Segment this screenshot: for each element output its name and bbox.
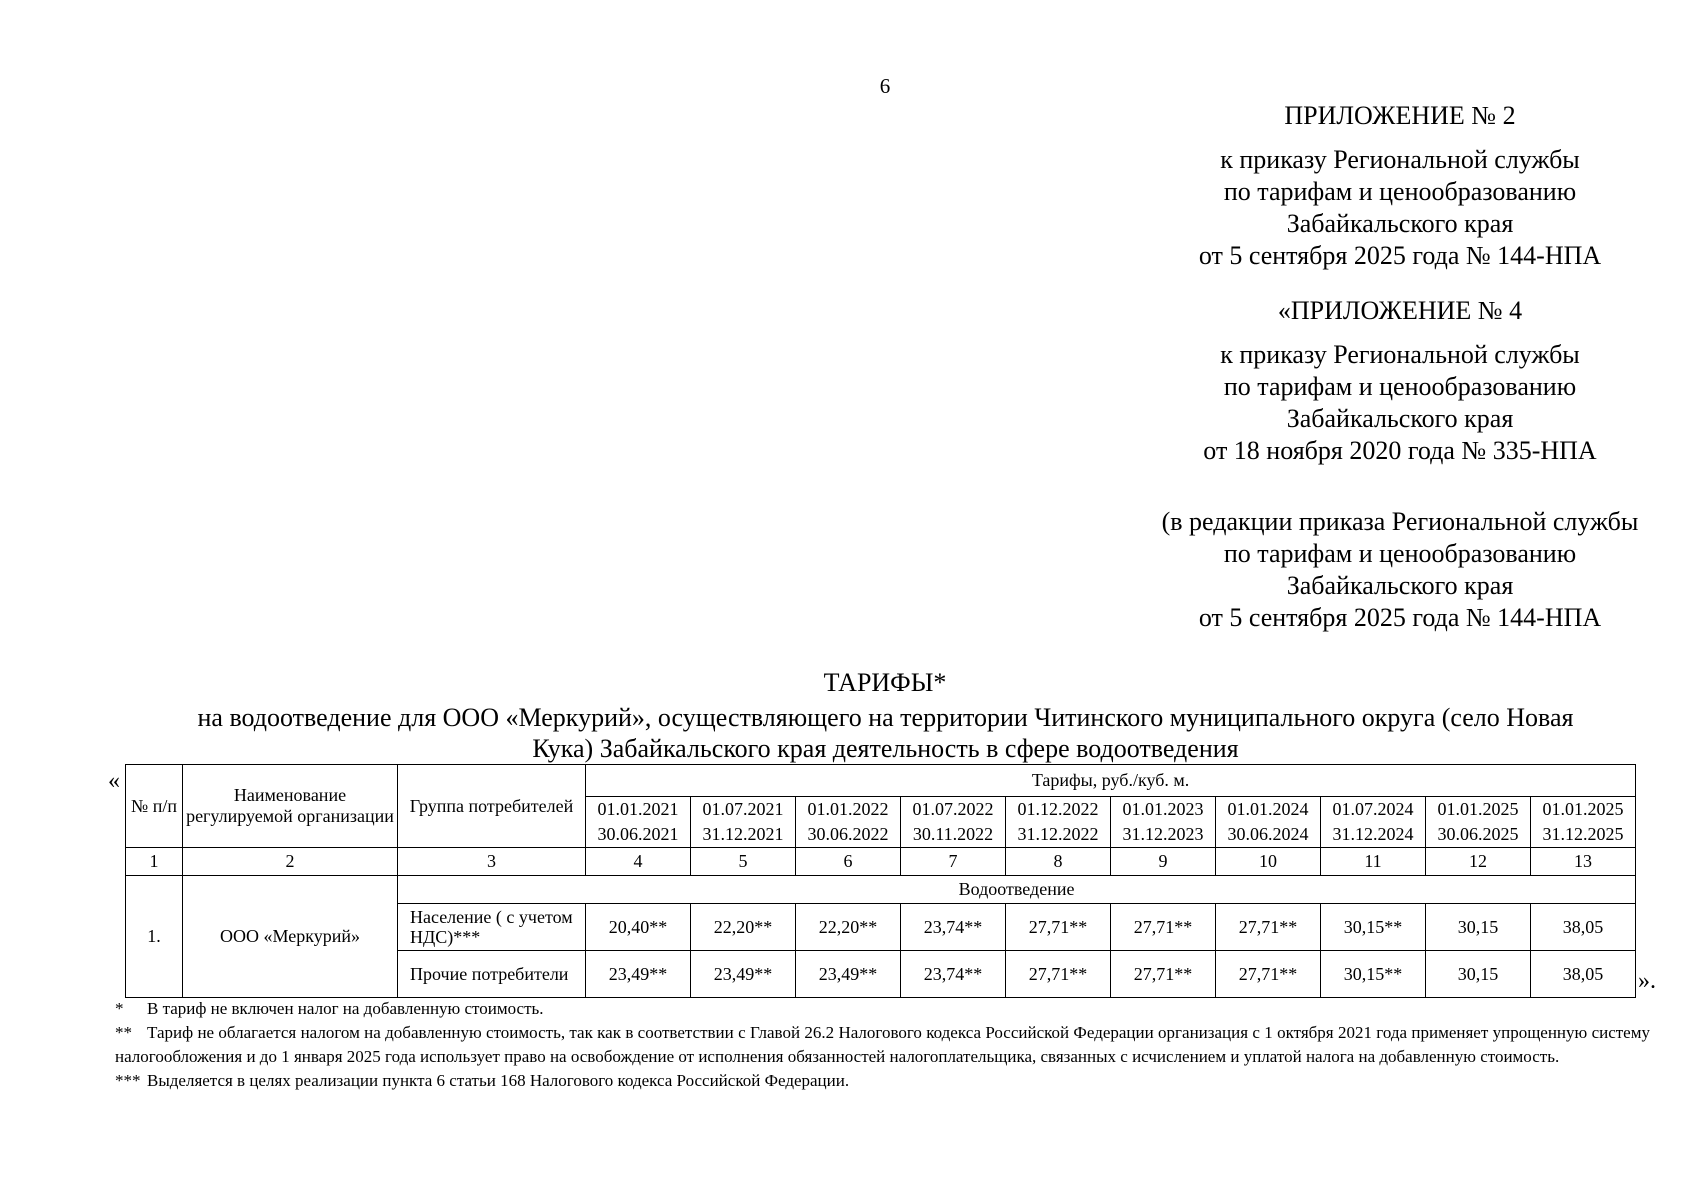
appendix-current-line: от 5 сентября 2025 года № 144-НПА (1198, 241, 1602, 270)
period-to: 31.12.2023 (1122, 824, 1204, 844)
document-subtitle (128, 702, 1643, 764)
period-to: 30.06.2021 (597, 824, 679, 844)
revision-note-block (1070, 506, 1697, 634)
section-label: Водоотведение (398, 876, 1636, 904)
tariff-value: 23,49** (586, 951, 691, 998)
document-title: ТАРИФЫ* (823, 668, 947, 697)
column-number: 6 (796, 848, 901, 876)
revision-note-line: по тарифам и ценообразованию (1223, 539, 1577, 568)
footnotes (115, 997, 1650, 1093)
period-header (1006, 797, 1111, 848)
tariff-value: 20,40** (586, 904, 691, 951)
column-number: 12 (1426, 848, 1531, 876)
row-number: 1. (126, 876, 183, 998)
period-from: 01.01.2022 (807, 799, 889, 819)
tariff-value: 38,05 (1531, 951, 1636, 998)
tariff-value: 30,15 (1426, 951, 1531, 998)
period-header (586, 797, 691, 848)
tariff-value: 30,15** (1321, 951, 1426, 998)
column-number: 7 (901, 848, 1006, 876)
tariff-value: 23,49** (691, 951, 796, 998)
period-header (1321, 797, 1426, 848)
appendix-original-line: по тарифам и ценообразованию (1223, 372, 1577, 401)
header-num: № п/п (126, 765, 183, 848)
period-to: 30.06.2025 (1437, 824, 1519, 844)
section-row (126, 876, 1636, 904)
column-number: 8 (1006, 848, 1111, 876)
appendix-current-heading: ПРИЛОЖЕНИЕ № 2 (1284, 101, 1516, 130)
footnote-text: В тариф не включен налог на добавленную стоимость. (147, 999, 544, 1018)
tariff-value: 22,20** (691, 904, 796, 951)
period-from: 01.12.2022 (1017, 799, 1099, 819)
revision-note-line: (в редакции приказа Региональной службы (1161, 507, 1639, 536)
period-from: 01.07.2024 (1332, 799, 1414, 819)
tariff-value: 23,74** (901, 904, 1006, 951)
period-from: 01.07.2022 (912, 799, 994, 819)
tariff-value: 27,71** (1216, 904, 1321, 951)
period-from: 01.01.2021 (597, 799, 679, 819)
column-number: 9 (1111, 848, 1216, 876)
period-to: 31.12.2021 (702, 824, 784, 844)
period-to: 31.12.2025 (1542, 824, 1624, 844)
header-tariffs: Тарифы, руб./куб. м. (586, 765, 1636, 797)
tariff-value: 23,74** (901, 951, 1006, 998)
tariff-value: 30,15** (1321, 904, 1426, 951)
period-header (1531, 797, 1636, 848)
tariff-table (125, 764, 1636, 998)
organization-name: ООО «Меркурий» (183, 876, 398, 998)
appendix-current-line: Забайкальского края (1286, 209, 1514, 238)
appendix-current-line: к приказу Региональной службы (1220, 145, 1580, 174)
table-quote-open: « (108, 768, 120, 794)
appendix-current-block (1070, 100, 1697, 272)
tariff-value: 38,05 (1531, 904, 1636, 951)
column-number: 5 (691, 848, 796, 876)
table-header-row (126, 765, 1636, 797)
appendix-original-block (1070, 295, 1697, 467)
footnote-text: Выделяется в целях реализации пункта 6 статьи 168 Налогового кодекса Российской Федерации. (147, 1071, 850, 1090)
period-header (1426, 797, 1531, 848)
period-to: 31.12.2024 (1332, 824, 1414, 844)
tariff-value: 27,71** (1216, 951, 1321, 998)
column-number: 13 (1531, 848, 1636, 876)
consumer-group: Прочие потребители (398, 951, 586, 998)
tariff-value: 27,71** (1111, 904, 1216, 951)
period-header (691, 797, 796, 848)
document-subtitle-line1: на водоотведение для ООО «Меркурий», осуществляющего на территории Читинского муниципального округа (село Новая (197, 703, 1574, 732)
period-header (1111, 797, 1216, 848)
period-header (901, 797, 1006, 848)
tariff-value: 30,15 (1426, 904, 1531, 951)
header-organization: Наименование регулируемой организации (183, 765, 398, 848)
column-number: 10 (1216, 848, 1321, 876)
footnote (115, 1069, 1650, 1093)
column-number: 1 (126, 848, 183, 876)
column-number: 2 (183, 848, 398, 876)
appendix-current-line: по тарифам и ценообразованию (1223, 177, 1577, 206)
period-from: 01.01.2024 (1227, 799, 1309, 819)
table-quote-close: ». (1638, 968, 1656, 994)
appendix-original-line: от 18 ноября 2020 года № 335-НПА (1203, 436, 1597, 465)
tariff-value: 27,71** (1006, 951, 1111, 998)
column-number: 11 (1321, 848, 1426, 876)
period-from: 01.01.2025 (1542, 799, 1624, 819)
period-header (796, 797, 901, 848)
footnote (115, 1021, 1650, 1069)
tariff-value: 22,20** (796, 904, 901, 951)
appendix-original-heading: «ПРИЛОЖЕНИЕ № 4 (1277, 296, 1523, 325)
footnote-mark: * (115, 999, 124, 1018)
period-to: 31.12.2022 (1017, 824, 1099, 844)
period-header (1216, 797, 1321, 848)
document-subtitle-line2: Кука) Забайкальского края деятельность в сфере водоотведения (532, 734, 1239, 763)
revision-note-line: Забайкальского края (1286, 571, 1514, 600)
revision-note-line: от 5 сентября 2025 года № 144-НПА (1198, 603, 1602, 632)
period-to: 30.06.2024 (1227, 824, 1309, 844)
period-to: 30.06.2022 (807, 824, 889, 844)
appendix-original-line: Забайкальского края (1286, 404, 1514, 433)
column-number: 3 (398, 848, 586, 876)
appendix-original-line: к приказу Региональной службы (1220, 340, 1580, 369)
footnote-text: Тариф не облагается налогом на добавленную стоимость, так как в соответствии с Главой 26.2 Налогового кодекса Российской Федерации организация с 1 октября 2021 года применяет упрощенную систему налогообложения и до 1 января 2025 года использует право на освобождение от исполнения обязанностей налогоплательщика, связанных с исчислением и уплатой налога на добавленную стоимость. (115, 1023, 1650, 1066)
period-from: 01.01.2023 (1122, 799, 1204, 819)
footnote-mark: ** (115, 1023, 132, 1042)
column-number: 4 (586, 848, 691, 876)
period-from: 01.01.2025 (1437, 799, 1519, 819)
footnote (115, 997, 1650, 1021)
period-from: 01.07.2021 (702, 799, 784, 819)
tariff-value: 27,71** (1111, 951, 1216, 998)
tariff-value: 27,71** (1006, 904, 1111, 951)
page-number: 6 (879, 74, 891, 98)
header-consumer-group: Группа потребителей (398, 765, 586, 848)
period-to: 30.11.2022 (912, 824, 994, 844)
consumer-group: Население ( с учетом НДС)*** (398, 904, 586, 951)
tariff-value: 23,49** (796, 951, 901, 998)
footnote-mark: *** (115, 1071, 141, 1090)
column-number-row (126, 848, 1636, 876)
